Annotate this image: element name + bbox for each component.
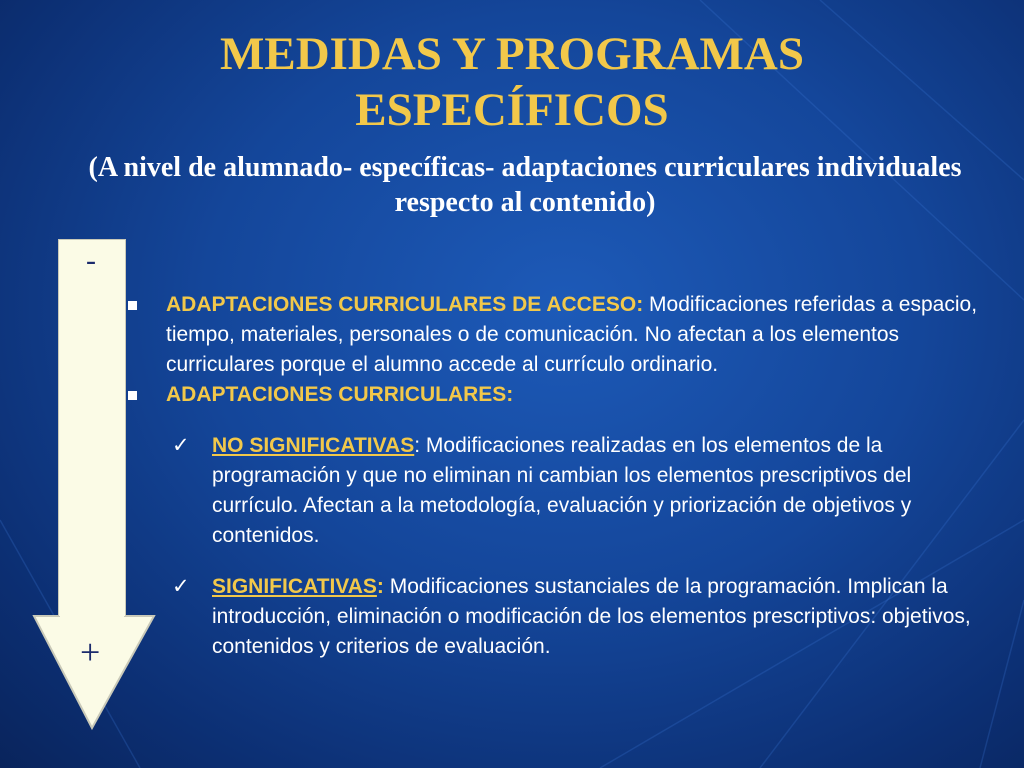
subitem-text: Modificaciones sustanciales de la programación. Implican la introducción, eliminación o modificación de los elementos prescriptivos: objetivos, contenidos y criterios de evaluación. xyxy=(212,575,971,658)
sub-list-item xyxy=(120,572,990,662)
arrow-minus-label: - xyxy=(86,244,96,277)
subitem-heading: NO SIGNIFICATIVAS xyxy=(212,434,415,457)
list-item xyxy=(120,380,990,410)
title-line-2: ESPECÍFICOS xyxy=(355,84,669,136)
slide-body xyxy=(120,290,990,683)
slide-subtitle: (A nivel de alumnado- específicas- adaptaciones curriculares individuales respecto al contenido) xyxy=(88,152,962,218)
checkmark-icon: ✓ xyxy=(172,434,190,457)
arrow-plus-label: + xyxy=(80,632,101,672)
square-bullet-icon xyxy=(128,391,137,400)
sub-list-item xyxy=(120,431,990,551)
item-heading: ADAPTACIONES CURRICULARES DE ACCESO: xyxy=(166,293,644,316)
list-item xyxy=(120,290,990,380)
subitem-text: : Modificaciones realizadas en los elementos de la programación y que no eliminan ni cambian los elementos prescriptivos del currículo. Afectan a la metodología, evaluación y priorización de objetivos y contenidos. xyxy=(212,434,912,547)
slide-title xyxy=(0,26,1024,138)
checkmark-icon: ✓ xyxy=(172,575,190,598)
subitem-heading: SIGNIFICATIVAS xyxy=(212,575,377,598)
item-heading: ADAPTACIONES CURRICULARES: xyxy=(166,383,514,406)
item-text: Modificaciones referidas a espacio, tiempo, materiales, personales o de comunicación. No afectan a los elementos curriculares porque el alumno accede al currículo ordinario. xyxy=(166,293,978,376)
square-bullet-icon xyxy=(128,301,137,310)
subitem-colon: : xyxy=(376,575,384,598)
title-line-1: MEDIDAS Y PROGRAMAS xyxy=(219,28,804,80)
